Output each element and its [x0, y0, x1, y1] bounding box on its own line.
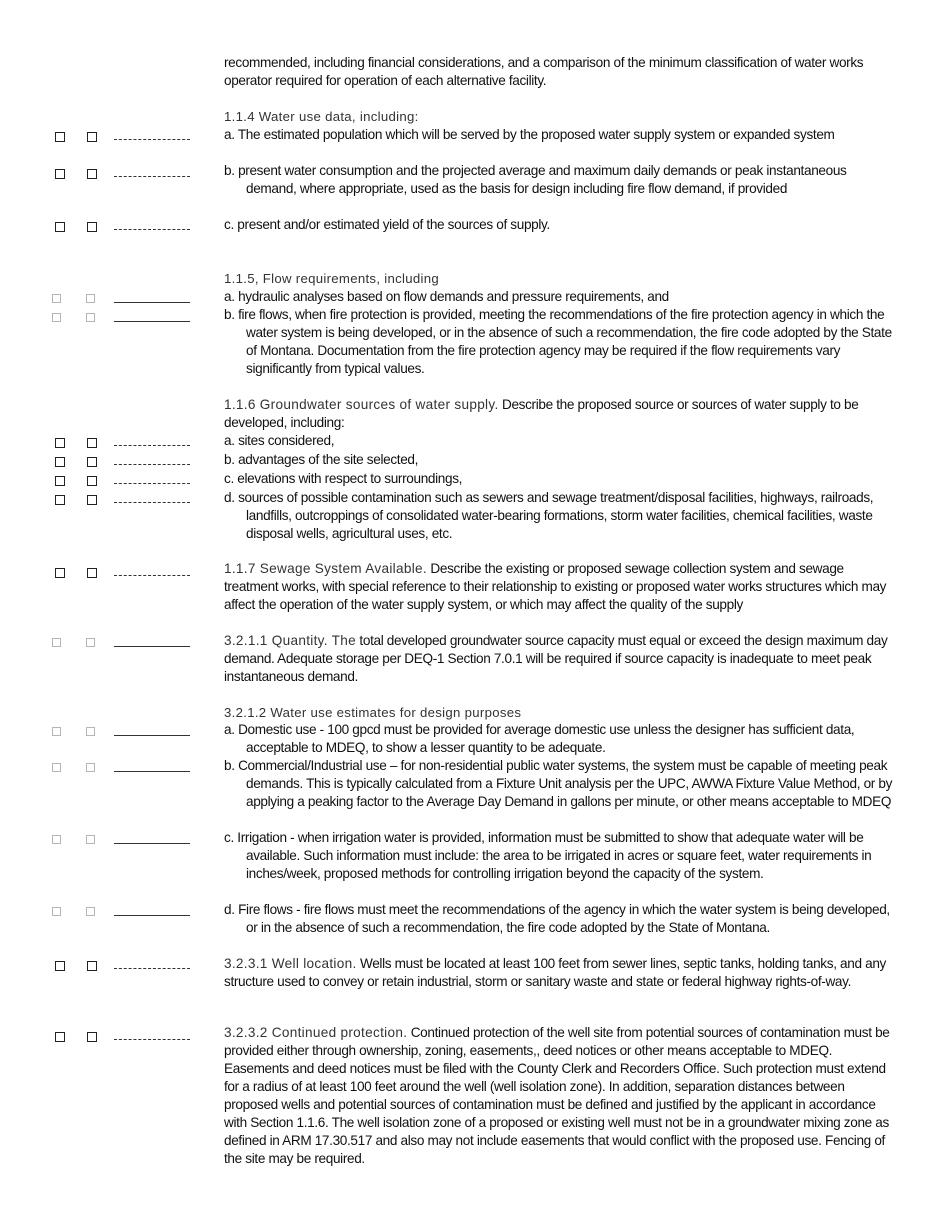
checkbox-yes[interactable] [55, 169, 65, 179]
checkbox-yes[interactable] [52, 763, 61, 772]
list-item: c. Irrigation - when irrigation water is provided, information must be submitted to show that adequate water will be available. Such information must include: the area to be irrigated in acres or square feet, water requirements in inches/week, proposed methods for controlling irrigation beyond the capacity of the system. [224, 830, 872, 881]
checkbox-yes[interactable] [52, 294, 61, 303]
checkbox-no[interactable] [87, 222, 97, 232]
section-1-1-7-heading: 1.1.7 Sewage System Available. [224, 561, 427, 576]
checkbox-no[interactable] [86, 727, 95, 736]
section-1-1-6-paragraph: 1.1.6 Groundwater sources of water supply. Describe the proposed source or sources of water supply to be developed, including: [224, 397, 859, 430]
reviewer-blank[interactable] [114, 575, 190, 576]
reviewer-blank[interactable] [114, 302, 190, 303]
checkbox-no[interactable] [86, 313, 95, 322]
checkbox-no[interactable] [87, 961, 97, 971]
reviewer-blank[interactable] [114, 483, 190, 484]
checkbox-yes[interactable] [55, 1032, 65, 1042]
reviewer-blank[interactable] [114, 843, 190, 844]
checkbox-no[interactable] [87, 457, 97, 467]
list-item: b. present water consumption and the projected average and maximum daily demands or peak instantaneous demand, where appropriate, used as the basis for design including fire flow demand, if provided [224, 163, 847, 196]
checkbox-yes[interactable] [52, 313, 61, 322]
checkbox-yes[interactable] [52, 727, 61, 736]
checkbox-no[interactable] [87, 132, 97, 142]
checkbox-yes[interactable] [52, 835, 61, 844]
checkbox-yes[interactable] [55, 222, 65, 232]
checkbox-no[interactable] [87, 169, 97, 179]
reviewer-blank[interactable] [114, 915, 190, 916]
checkbox-yes[interactable] [55, 476, 65, 486]
reviewer-blank[interactable] [114, 445, 190, 446]
checkbox-no[interactable] [87, 1032, 97, 1042]
checkbox-no[interactable] [86, 907, 95, 916]
reviewer-blank[interactable] [114, 771, 190, 772]
checkbox-yes[interactable] [52, 638, 61, 647]
list-item: a. hydraulic analyses based on flow demands and pressure requirements, and [224, 289, 669, 304]
list-item: a. sites considered, [224, 433, 335, 448]
section-1-1-7-paragraph: 1.1.7 Sewage System Available. Describe the existing or proposed sewage collection system and sewage treatment works, with special reference to their relationship to existing or proposed water works structures which may affect the operation of the water supply system, or which may affect the quality of the supply [224, 561, 887, 612]
intro-paragraph: recommended, including financial considerations, and a comparison of the minimum classification of water works operator required for operation of each alternative facility. [224, 55, 864, 88]
list-item: d. Fire flows - fire flows must meet the recommendations of the agency in which the water system is being developed, or in the absence of such a recommendation, the fire code adopted by the State of Montana. [224, 902, 890, 935]
checkbox-no[interactable] [86, 638, 95, 647]
checkbox-no[interactable] [86, 763, 95, 772]
reviewer-blank[interactable] [114, 321, 190, 322]
section-3-2-3-2-paragraph: 3.2.3.2 Continued protection. Continued protection of the well site from potential sources of contamination must be provided either through ownership, zoning, easements,, deed notices or other means acceptable to MDEQ. Easements and deed notices must be filed with the County Clerk and Recorders Office. Such protection must extend for a radius of at least 100 feet around the well (well isolation zone). In addition, separation distances between proposed wells and potential sources of contamination must be defined and justified by the applicant in accordance with Section 1.1.6. The well isolation zone of a proposed or existing well must not be in a groundwater mixing zone as defined in ARM 17.30.517 and also may not include easements that would conflict with the proposed use. Fencing of the site may be required. [224, 1025, 890, 1166]
reviewer-blank[interactable] [114, 735, 190, 736]
checkbox-no[interactable] [87, 495, 97, 505]
checkbox-no[interactable] [87, 476, 97, 486]
section-3-2-3-1-heading: 3.2.3.1 Well location. [224, 956, 357, 971]
list-item: b. advantages of the site selected, [224, 452, 419, 467]
checkbox-no[interactable] [87, 568, 97, 578]
section-1-1-6-heading: 1.1.6 Groundwater sources of water supply. [224, 397, 499, 412]
checkbox-no[interactable] [86, 835, 95, 844]
reviewer-blank[interactable] [114, 502, 190, 503]
reviewer-blank[interactable] [114, 139, 190, 140]
section-1-1-5-heading: 1.1.5, Flow requirements, including [224, 271, 440, 286]
checkbox-yes[interactable] [52, 907, 61, 916]
checkbox-yes[interactable] [55, 132, 65, 142]
reviewer-blank[interactable] [114, 1039, 190, 1040]
checkbox-yes[interactable] [55, 495, 65, 505]
section-3-2-1-1-paragraph: 3.2.1.1 Quantity. The total developed groundwater source capacity must equal or exceed the design maximum day demand. Adequate storage per DEQ-1 Section 7.0.1 will be required if source capacity is inadequate to meet peak instantaneous demand. [224, 633, 888, 684]
section-3-2-1-2-heading: 3.2.1.2 Water use estimates for design purposes [224, 705, 522, 720]
reviewer-blank[interactable] [114, 646, 190, 647]
checkbox-yes[interactable] [55, 457, 65, 467]
section-3-2-1-1-heading: 3.2.1.1 Quantity. The [224, 633, 356, 648]
list-item: c. elevations with respect to surroundings, [224, 471, 463, 486]
reviewer-blank[interactable] [114, 464, 190, 465]
checkbox-no[interactable] [86, 294, 95, 303]
checkbox-yes[interactable] [55, 438, 65, 448]
list-item: b. Commercial/Industrial use – for non-residential public water systems, the system must be capable of meeting peak demands. This is typically calculated from a Fixture Unit analysis per the UPC, AWWA Fixture Value Method, or by applying a peaking factor to the Average Day Demand in gallons per minute, or other means acceptable to MDEQ [224, 758, 893, 809]
list-item: a. Domestic use - 100 gpcd must be provided for average domestic use unless the designer has sufficient data, acceptable to MDEQ, to show a lesser quantity to be adequate. [224, 722, 855, 755]
reviewer-blank[interactable] [114, 176, 190, 177]
list-item: d. sources of possible contamination such as sewers and sewage treatment/disposal facilities, highways, railroads, landfills, outcroppings of consolidated water-bearing formations, storm water facilities, chemical facilities, waste disposal wells, agricultural uses, etc. [224, 490, 874, 541]
list-item: b. fire flows, when fire protection is provided, meeting the recommendations of the fire protection agency in which the water system is being developed, or in the absence of such a recommendation, the fire code adopted by the State of Montana. Documentation from the fire protection agency may be required if the flow requirements vary significantly from typical values. [224, 307, 892, 376]
section-3-2-3-2-heading: 3.2.3.2 Continued protection. [224, 1025, 408, 1040]
checkbox-no[interactable] [87, 438, 97, 448]
section-1-1-4-heading: 1.1.4 Water use data, including: [224, 109, 419, 124]
reviewer-blank[interactable] [114, 229, 190, 230]
checkbox-yes[interactable] [55, 568, 65, 578]
checkbox-yes[interactable] [55, 961, 65, 971]
reviewer-blank[interactable] [114, 968, 190, 969]
list-item: c. present and/or estimated yield of the sources of supply. [224, 217, 550, 232]
list-item: a. The estimated population which will be served by the proposed water supply system or expanded system [224, 127, 835, 142]
section-3-2-3-1-paragraph: 3.2.3.1 Well location. Wells must be located at least 100 feet from sewer lines, septic tanks, holding tanks, and any structure used to convey or retain industrial, storm or sanitary waste and state or federal highway rights-of-way. [224, 956, 886, 989]
